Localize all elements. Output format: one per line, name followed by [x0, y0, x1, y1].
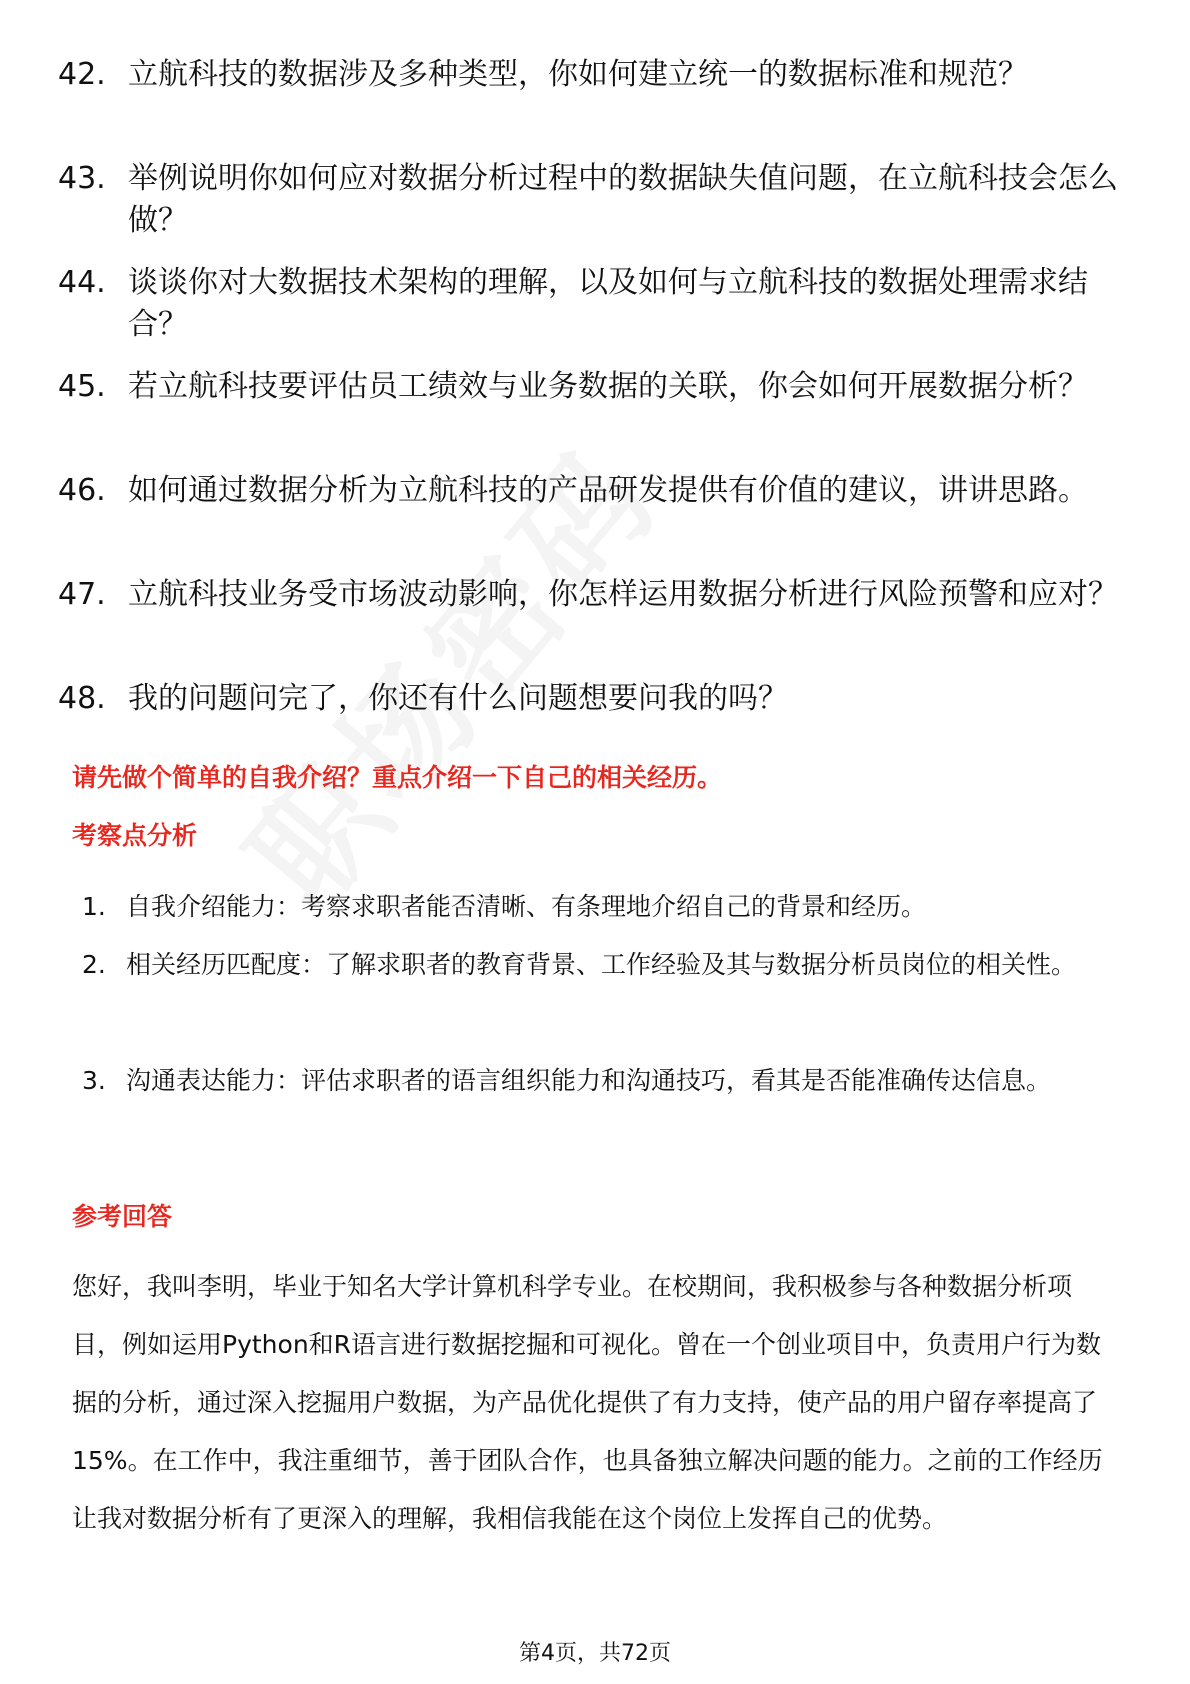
question-item [58, 366, 1118, 408]
question-item [58, 574, 1118, 616]
question-text: 我的问题问完了，你还有什么问题想要问我的吗？ [128, 681, 788, 716]
question-item [58, 158, 1118, 242]
point-text: 沟通表达能力：评估求职者的语言组织能力和沟通技巧，看其是否能准确传达信息。 [126, 1066, 1052, 1095]
question-item [58, 470, 1118, 512]
analysis-heading: 考察点分析 [72, 821, 198, 850]
analysis-point [82, 936, 1122, 994]
question-number: 46. [58, 473, 106, 508]
question-number: 45. [58, 369, 106, 404]
intro-question-heading: 请先做个简单的自我介绍？重点介绍一下自己的相关经历。 [72, 763, 723, 792]
question-item [58, 54, 1118, 96]
page-footer: 第4页，共72页 [519, 1641, 671, 1666]
question-number: 44. [58, 265, 106, 300]
analysis-point [82, 1052, 1122, 1110]
point-number: 2. [82, 950, 106, 979]
question-item [58, 262, 1118, 346]
question-text: 立航科技的数据涉及多种类型，你如何建立统一的数据标准和规范？ [128, 57, 1028, 92]
question-item [58, 678, 1118, 720]
question-text: 立航科技业务受市场波动影响，你怎样运用数据分析进行风险预警和应对？ [128, 577, 1118, 612]
question-number: 42. [58, 57, 106, 92]
question-text: 举例说明你如何应对数据分析过程中的数据缺失值问题，在立航科技会怎么做？ [128, 161, 1118, 238]
answer-heading: 参考回答 [72, 1202, 173, 1231]
question-number: 43. [58, 161, 106, 196]
question-text: 如何通过数据分析为立航科技的产品研发提供有价值的建议，讲讲思路。 [128, 473, 1088, 508]
point-number: 1. [82, 892, 106, 921]
analysis-point [82, 878, 1122, 936]
watermark [200, 131, 919, 939]
question-text: 谈谈你对大数据技术架构的理解，以及如何与立航科技的数据处理需求结合？ [128, 265, 1088, 342]
point-number: 3. [82, 1066, 106, 1095]
answer-paragraph: 您好，我叫李明，毕业于知名大学计算机科学专业。在校期间，我积极参与各种数据分析项目，例如运用Python和R语言进行数据挖掘和可视化。曾在一个创业项目中，负责用户行为数据的分析，通过深入挖掘用户数据，为产品优化提供了有力支持，使产品的用户留存率提高了15%。在工作中，我注重细节，善于团队合作，也具备独立解决问题的能力。之前的工作经历让我对数据分析有了更深入的理解，我相信我能在这个岗位上发挥自己的优势。 [72, 1272, 1103, 1533]
question-text: 若立航科技要评估员工绩效与业务数据的关联，你会如何开展数据分析？ [128, 369, 1088, 404]
question-number: 48. [58, 681, 106, 716]
question-number: 47. [58, 577, 106, 612]
point-text: 自我介绍能力：考察求职者能否清晰、有条理地介绍自己的背景和经历。 [126, 892, 927, 921]
point-text: 相关经历匹配度：了解求职者的教育背景、工作经验及其与数据分析员岗位的相关性。 [126, 950, 1077, 979]
